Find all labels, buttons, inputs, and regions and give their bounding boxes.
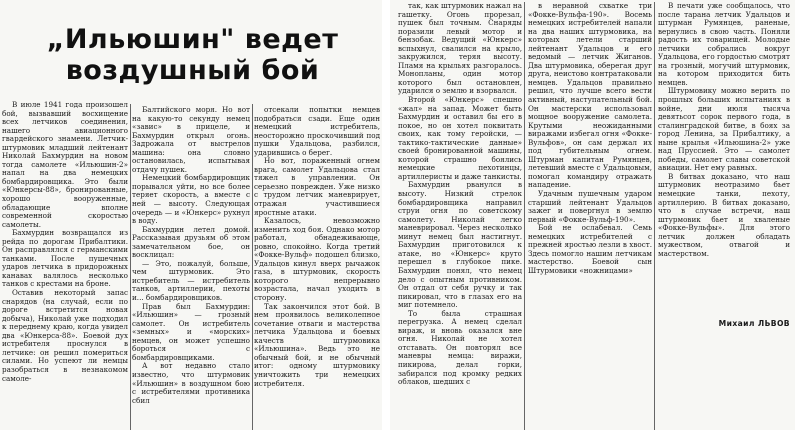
paragraph: Удачным пушечным ударом старший лейтенант Удальцов зажег и повергнул в землю первый «Фокке-Вульф-190». <box>528 189 652 224</box>
article-column-6 <box>658 2 790 314</box>
paragraph: Балтийского моря. Но вот на какую-то секунду немец «завис» в прицеле, и Бахмурдин открыл огонь. Задрожала от выстрелов машина: она словно остановилась, испытывая отдачу пушек. <box>132 106 250 174</box>
page-gutter <box>382 0 390 430</box>
headline-line-1: „Ильюшин" ведет <box>46 24 339 55</box>
newspaper-page-left <box>0 0 382 430</box>
column-rule <box>130 104 131 430</box>
paragraph: Второй «Юнкерс» спешно «жал» на запад. Может быть Бахмурдин и оставил бы его в покое, но он хотел поквитать своих, как тому геройски, — тактико-тактические данные» своей бронированной машины, которой страшно боялись немецкие пехотинцы, артиллеристы и даже танкисты. <box>398 95 522 181</box>
paragraph: Но вот, пораженный огнем врага, самолет Удальцова стал тяжел в управлении. Он серьезно поврежден. Уже низко с трудом летчик маневрирует, отражая участившиеся яростные атаки. <box>254 156 380 217</box>
paragraph: Бахмурдин возвращался из рейда по дорогам Прибалтики. Он расправлялся с германскими танками. После пушечных ударов летчика в придорожных канавах валялось несколько танков с крестами на броне. <box>2 228 128 289</box>
column-rule <box>524 2 525 430</box>
paragraph: Бахмурдин летел домой. Рассказывая друзьям об этом замечательном бое, он восклицал: <box>132 224 250 260</box>
paragraph: То была страшная перегрузка. А немец сделал вираж, и вновь оказался вне огня. Николай не хотел отставать. Он повторял все маневры немца: виражи, пикирова, делал горки, забирался под кромку редких облаков, шедших с <box>398 308 522 387</box>
headline-line-2: воздушный бой <box>65 55 320 86</box>
paragraph: Казалось, невозможно изменить ход боя. Однако мотор работал, обнадеживающе, ровно, спокойно. Когда третий «Фокке-Вульф» подошел близко, Удальцов кинул вверх рычажок газа, в штурмовик, скорость которого непрерывно возрастала, начал уходить в сторону. <box>254 216 380 303</box>
paragraph: Прав был Бахмурдин: «Ильюшин» — грозный самолет. Он истребитель «земных» и «морских» немцев, он может успешно бороться с бомбардировщиками. <box>132 301 250 362</box>
paragraph: Бой не ослабевал. Семь немецких истребителей с прежней яростью лезли в хвост. Здесь помогло нашим летчикам мастерство. Боевой сын Штурмовики «ножницами» <box>528 223 652 275</box>
paragraph: Оставив некоторый запас снарядов (на случай, если по дороге встретится новая добыча), Николай уже подходил к переднему краю, когда увидел два «Юнкерса-88». Боевой дух истребителя проснулся в летчике: он решил помериться силами. Но успеют ли немцы разобраться в незнакомом самоле- <box>2 288 128 383</box>
paragraph: В битвах доказано, что наш штурмовик неотразимо бьет немецкие танки, пехоту, артиллерию. В битвах доказано, что в случае встречи, наш штурмовик бьет и хваленые «Фокке-Вульфы». Для этого летчик должен обладать мужеством, отвагой и мастерством. <box>658 171 790 258</box>
paragraph: Штурмовику можно верить по прошлых больших испытаниях в войне, дни июля тысяча девятьсот сорок первого года, в сталинградской битве, в боях за город Ленина, за Прибалтику, а ныне крылья «Ильюшина-2» уже над Пруссией. Это — самолет победы, самолет славы советской авиации. Нет ему равных. <box>658 86 790 173</box>
article-column-3 <box>254 106 380 430</box>
paragraph: Бахмурдин рванулся в высоту. Низкий стрелок бомбардировщика направил струи огня по советскому самолету. Николай легко маневрировал. Через несколько минут немец был настигнут. Бахмурдин приготовился к атаке, но «Юнкерс» круто перешел в глубокое пике. Бахмурдин понял, что немец дело с опытным противником. Он отдал от себя ручку и так пикировал, что в глазах его на миг потемнело. <box>398 180 522 310</box>
column-rule <box>654 2 655 430</box>
author-signature: Михаил ЛЬВОВ <box>718 319 790 328</box>
newspaper-page-right <box>390 0 795 430</box>
paragraph: Немецкий бомбардировщик порывался уйти, но все более теряет скорость, а вместе с ней — высоту. Следующая очередь — и «Юнкерс» рухнул в воду. <box>132 173 250 226</box>
paragraph: — Это, пожалуй, больше, чем штурмовик. Это истребитель — истребитель танков, артиллерии, пехоты и... бомбардировщиков. <box>132 258 250 303</box>
paragraph: так, как штурмовик нажал на гашетку. Огонь прорезал, пушек был точным. Снаряды поразили левый мотор и бензобак. Ведущий «Юнкерс» вспыхнул, свалился на крыло, закружился, теряя высоту. Пламя на крыльях разгоралось. Монопланы, один мотор которого был остановлен, ударился о землю и взорвался. <box>398 2 522 96</box>
article-headline <box>20 24 365 86</box>
paragraph: В июле 1941 года произошел бой, вызвавший восхищение всех летчиков соединения, нашего авиационного гвардейского знамени. Летчик-штурмовик младший лейтенант Николай Бахмурдин на новом тогда самолете «Ильюшин-2» напал на два немецких бомбардировщика. Это были «Юнкерсы-88», бронированные, хорошо вооруженные, обладающие вполне современной скоростью самолеты. <box>2 101 128 229</box>
article-column-4 <box>398 2 522 430</box>
column-rule <box>252 104 253 430</box>
article-column-1 <box>2 101 128 430</box>
article-column-2 <box>132 106 250 430</box>
paragraph: Так закончился этот бой. В нем проявилось великолепное сочетание отваги и мастерства летчика Удальцова и боевых качеств штурмовика «Ильюшина». Ведь это не обычный бой, и не обычный итог: одному штурмовику уничтожить три немецких истребителя. <box>254 301 380 388</box>
paragraph: отсекали попытки немцев подобраться сзади. Еще один немецкий истребитель, неосторожно проскочивший под пушки Удальцова, разбился, ударившись о берег. <box>254 106 380 157</box>
paragraph: В печати уже сообщалось, что после тарана летчик Удальцов и штурман Румянцев, раненые, вернулись в свою часть. Поняли радость их товарищей. Молодые летчики собрались вокруг Удальцова, его гордостью смотрят на грозный, могучий штурмовик, на котором приходится бить немцев. <box>658 2 790 87</box>
paragraph: А вот недавно стало известно, что штурмовик «Ильюшин» в воздушном бою с истребителями противника сбил <box>132 361 250 405</box>
article-column-5 <box>528 2 652 430</box>
paragraph: в неравной схватке три «Фокке-Вульфа-190». Восемь немецких истребителей напали на два наших штурмовика, на которых летели старший лейтенант Удальцов и его ведомый — летчик Жиганов. Два штурмовика, оберегая друг друга, неистово контратаковали немцев. Удальцов правильно решил, что лучше всего вести активный, наступательный бой. Он мастерски использовал мощное вооружение самолета. Крутыми неожиданными виражами избегал огня «Фокке-Вульфов», он сам держал их под губительным огнем. Штурман капитан Румянцев, летевший вместе с Удальцовым, помогал командиру отражать нападение. <box>528 2 652 190</box>
